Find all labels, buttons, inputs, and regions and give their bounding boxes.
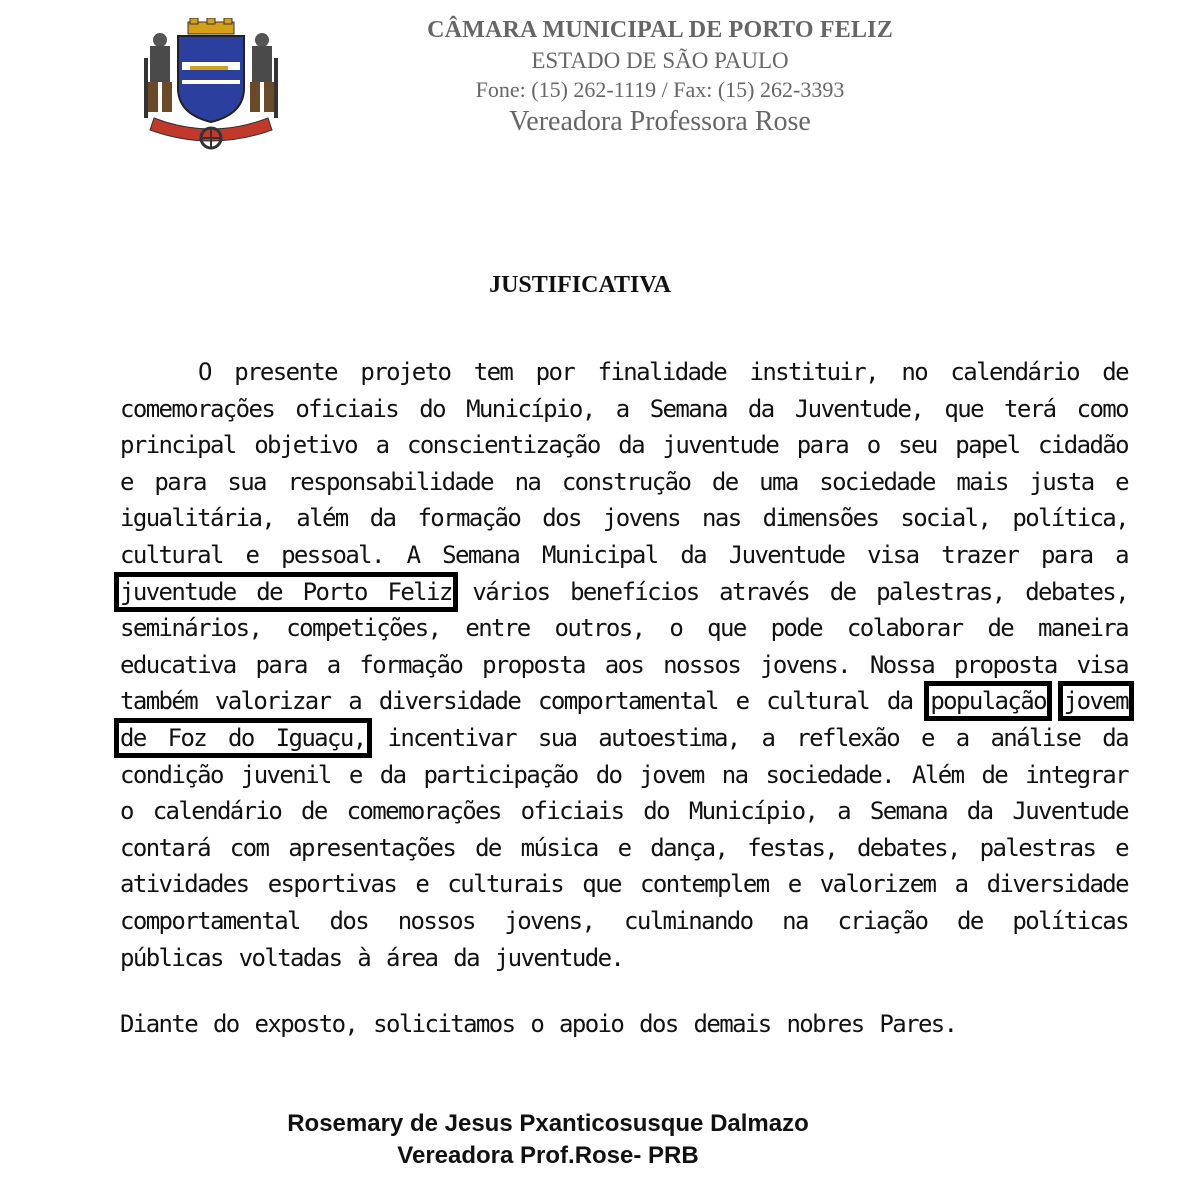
signature-block bbox=[0, 1108, 1096, 1172]
state-name: ESTADO DE SÃO PAULO bbox=[531, 48, 789, 73]
paragraph-part-3: incentivar sua autoestima, a reflexão e a análise da condição juvenil e da participação do jovem na sociedade. Além de integrar o calendário de comemorações oficiais do Município, a Semana da Juventude contará com apresentações de música e dança, festas, debates, palestras e atividades esportivas e culturais que contemplem e valorizem a diversidade comportamental dos nossos jovens, culminando na criação de políticas públicas voltadas à área da juventude. bbox=[120, 723, 1128, 972]
document-title: JUSTIFICATIVA bbox=[489, 272, 671, 298]
highlight-porto-feliz: juventude de Porto Feliz bbox=[120, 577, 452, 606]
justification-paragraph bbox=[120, 354, 1128, 976]
signature-name: Rosemary de Jesus Pxanticosusque Dalmazo bbox=[287, 1110, 809, 1137]
shield-icon bbox=[178, 36, 244, 122]
letterhead bbox=[360, 14, 960, 140]
left-supporter-figure bbox=[144, 33, 172, 118]
paragraph-part-2: vários benefícios através de palestras, debates, seminários, competições, entre outros, o que pode colaborar de maneira educativa para a formação proposta aos nossos jovens. Nossa proposta visa também valorizar a diversidade comportamental e cultural da bbox=[120, 577, 1128, 716]
wheel-icon bbox=[201, 128, 221, 148]
signature-role: Vereadora Prof.Rose- PRB bbox=[397, 1142, 699, 1169]
phone-fax: Fone: (15) 262-1119 / Fax: (15) 262-3393 bbox=[475, 77, 845, 102]
closing-sentence: Diante do exposto, solicitamos o apoio dos demais nobres Pares. bbox=[120, 1010, 957, 1038]
councilor-name: Vereadora Professora Rose bbox=[509, 106, 811, 137]
org-name: CÂMARA MUNICIPAL DE PORTO FELIZ bbox=[427, 17, 893, 43]
highlight-foz-do-iguacu: jovem de Foz do Iguaçu, bbox=[120, 687, 1128, 752]
right-supporter-figure bbox=[250, 33, 278, 118]
municipal-coat-of-arms-icon bbox=[140, 18, 282, 152]
crown-icon bbox=[188, 18, 234, 34]
paragraph-part-1: O presente projeto tem por finalidade instituir, no calendário de comemorações oficiais do Município, a Semana da Juventude, que terá como principal objetivo a conscientização da juventude para o seu papel cidadão e para sua responsabilidade na construção de uma sociedade mais justa e igualitária, além da formação dos jovens nas dimensões social, política, cultural e pessoal. A Semana Municipal da Juventude visa trazer para a bbox=[120, 358, 1128, 569]
highlight-populacao: população bbox=[930, 687, 1046, 716]
